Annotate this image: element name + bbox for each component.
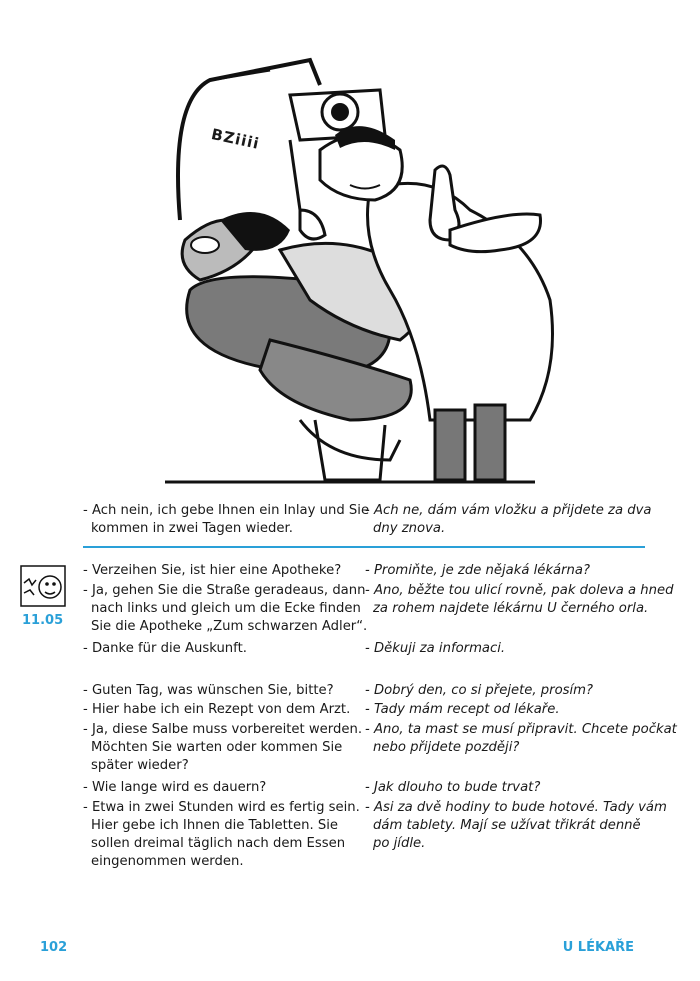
lesson-number: 11.05: [22, 613, 64, 628]
text-line: eingenommen werden.: [91, 854, 244, 869]
text-line: za rohem najdete lékárnu U černého orla.: [373, 601, 649, 616]
page-number: 102: [40, 940, 68, 955]
text-line: - Asi za dvě hodiny to bude hotové. Tady vám: [365, 800, 667, 815]
text-line: Hier gebe ich Ihnen die Tabletten. Sie: [91, 818, 338, 833]
text-line: - Promiňte, je zde nějaká lékárna?: [365, 563, 590, 578]
text-line: - Ano, ta mast se musí připravit. Chcete počkat: [365, 722, 677, 737]
dialogue3-german-3: [83, 721, 361, 775]
text-line: später wieder?: [91, 758, 189, 773]
text-line: - Etwa in zwei Stunden wird es fertig sein.: [83, 800, 360, 815]
section-divider: [83, 546, 645, 548]
text-line: kommen in zwei Tagen wieder.: [91, 521, 293, 536]
text-line: nebo přijdete později?: [373, 740, 520, 755]
text-line: dám tablety. Mají se užívat třikrát denně: [373, 818, 641, 833]
dialogue3-czech-2: [365, 701, 665, 719]
dialogue2-german-1: [83, 562, 361, 580]
dialogue3-german-5: [83, 799, 361, 871]
dialogue3-czech-4: [365, 779, 665, 797]
text-line: sollen dreimal täglich nach dem Essen: [91, 836, 346, 851]
text-line: - Ach ne, dám vám vložku a přijdete za dva: [365, 503, 652, 518]
dialogue3-german-1: [83, 682, 361, 700]
dialogue2-czech-2: [365, 582, 674, 618]
dialogue3-czech-3: [365, 721, 677, 757]
text-line: - Ano, běžte tou ulicí rovně, pak doleva a hned: [365, 583, 674, 598]
text-line: - Jak dlouho to bude trvat?: [365, 780, 541, 795]
text-line: - Děkuji za informaci.: [365, 641, 506, 656]
chapter-title: U LÉKAŘE: [562, 940, 634, 955]
text-line: - Danke für die Auskunft.: [83, 641, 247, 656]
dialogue2-german-3: [83, 640, 361, 658]
drill-sound-text: BZiiii: [209, 125, 262, 153]
text-line: po jídle.: [373, 836, 426, 851]
text-line: nach links und gleich um die Ecke finden: [91, 601, 361, 616]
dialogue1-czech: [365, 502, 665, 538]
text-line: - Verzeihen Sie, ist hier eine Apotheke?: [83, 563, 342, 578]
dialogue2-german-2: [83, 582, 368, 636]
dialogue3-czech-1: [365, 682, 665, 700]
text-line: - Hier habe ich ein Rezept von dem Arzt.: [83, 702, 351, 717]
lesson-face-icon: [20, 565, 66, 607]
text-line: - Ja, gehen Sie die Straße geradeaus, dann: [83, 583, 366, 598]
text-line: - Dobrý den, co si přejete, prosím?: [365, 683, 594, 698]
text-line: Sie die Apotheke „Zum schwarzen Adler“.: [91, 619, 368, 634]
text-line: - Tady mám recept od lékaře.: [365, 702, 560, 717]
dialogue2-czech-1: [365, 562, 665, 580]
dialogue3-german-2: [83, 701, 361, 719]
dialogue1-german: [83, 502, 370, 538]
text-line: - Wie lange wird es dauern?: [83, 780, 267, 795]
dialogue2-czech-3: [365, 640, 665, 658]
text-line: dny znova.: [373, 521, 446, 536]
text-line: Möchten Sie warten oder kommen Sie: [91, 740, 343, 755]
dialogue3-german-4: [83, 779, 361, 797]
text-line: - Guten Tag, was wünschen Sie, bitte?: [83, 683, 334, 698]
dentist-illustration: [150, 40, 650, 490]
text-line: - Ach nein, ich gebe Ihnen ein Inlay und Sie: [83, 503, 370, 518]
dialogue3-czech-5: [365, 799, 665, 853]
text-line: - Ja, diese Salbe muss vorbereitet werden.: [83, 722, 363, 737]
